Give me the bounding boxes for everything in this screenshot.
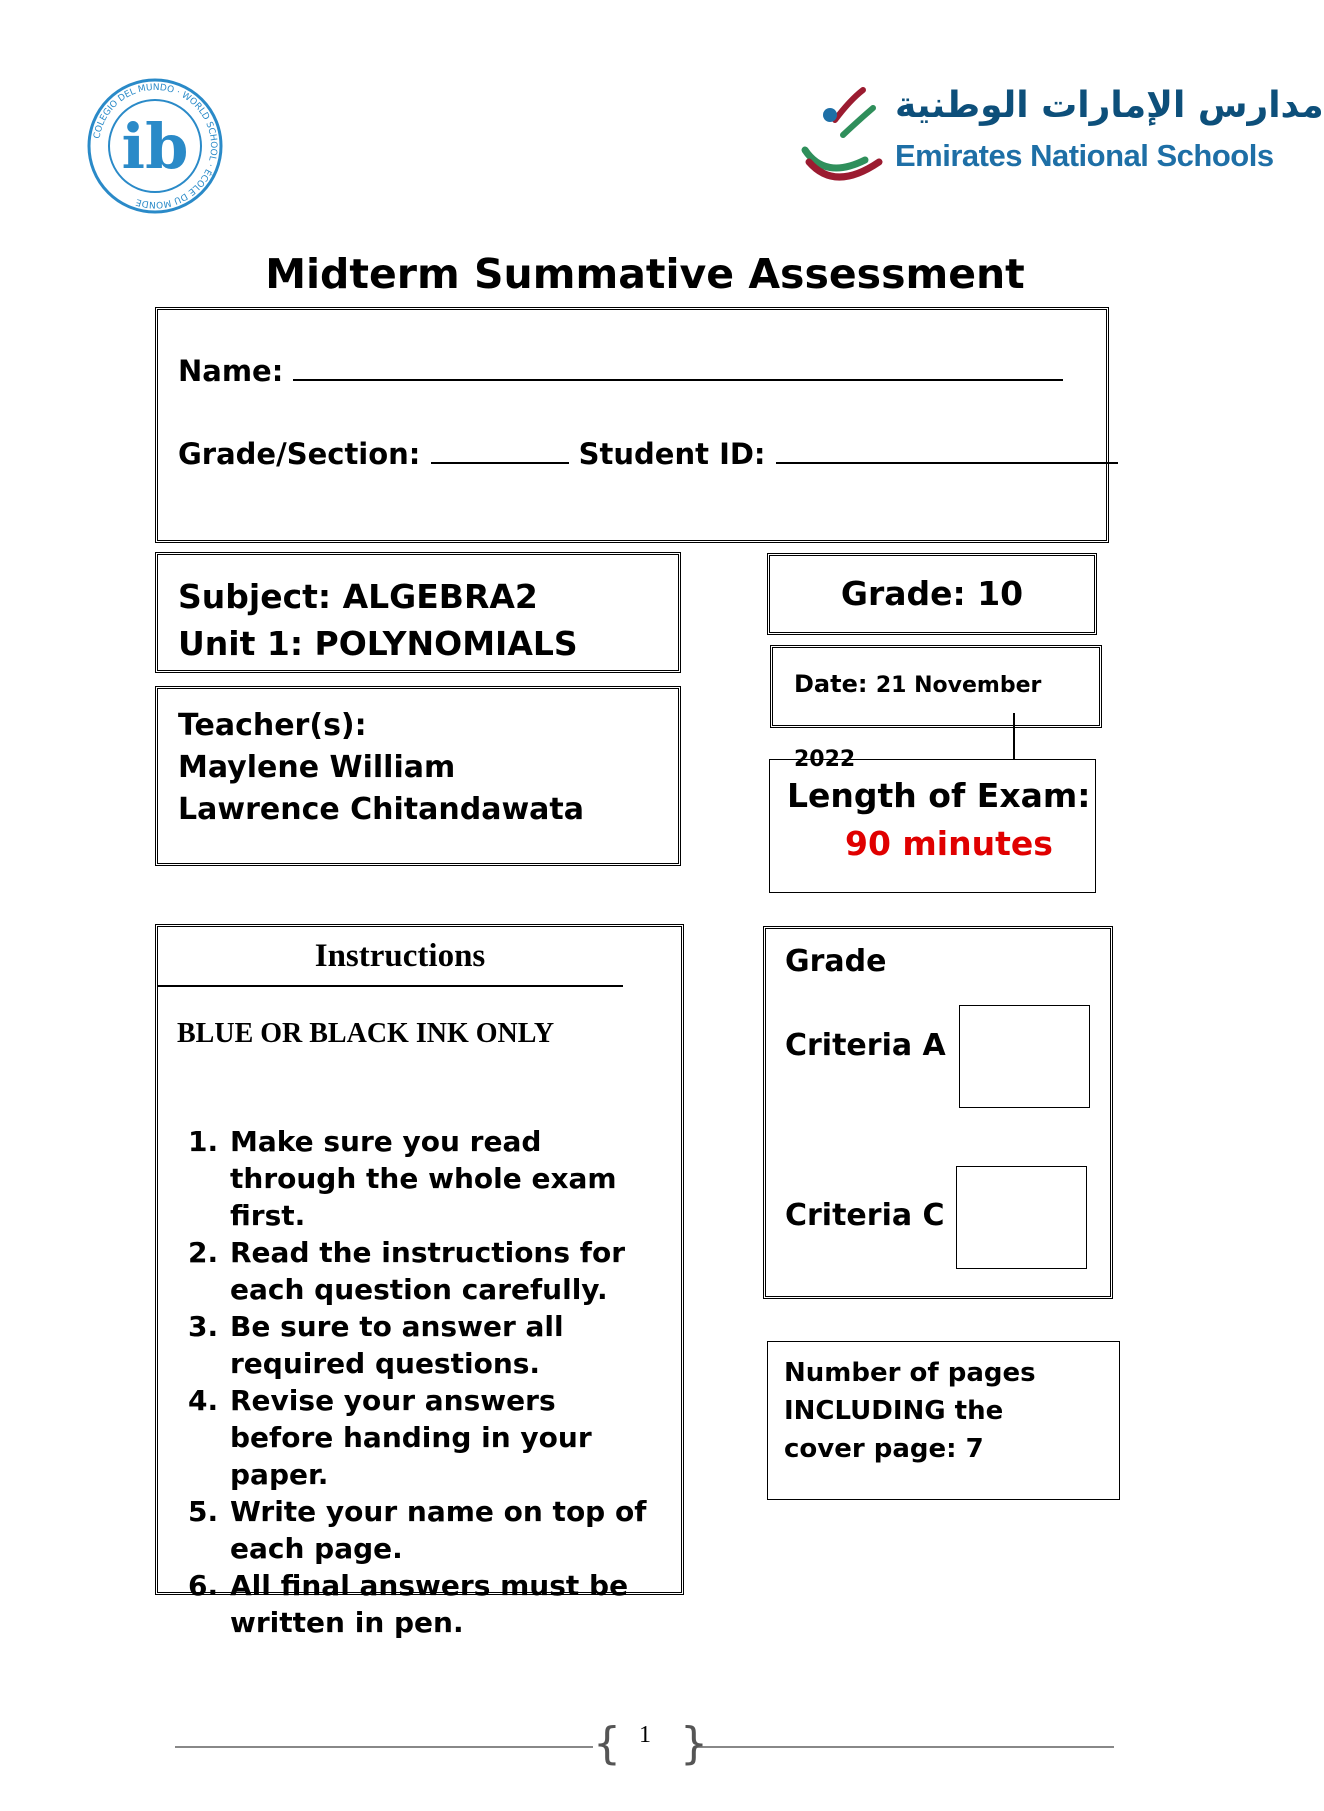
student-info-box xyxy=(155,307,1109,543)
grading-heading: Grade xyxy=(785,944,887,979)
instructions-divider xyxy=(158,985,623,987)
grade-section-field[interactable] xyxy=(431,436,569,464)
name-label: Name: xyxy=(178,354,284,388)
list-item: 5. Write your name on top of each page. xyxy=(188,1495,647,1565)
footer-brace-right: } xyxy=(680,1718,708,1769)
teacher-box xyxy=(155,686,681,866)
criteria-a-score-box[interactable] xyxy=(959,1005,1090,1108)
footer-rule-right xyxy=(694,1746,1114,1748)
grade-id-line xyxy=(178,436,1118,471)
subject-line: Subject: ALGEBRA2 xyxy=(178,577,538,616)
page-number: 1 xyxy=(639,1722,651,1748)
ib-ring-text: COLEGIO DEL MUNDO · WORLD SCHOOL · ÉCOLE DU MONDE xyxy=(92,82,219,210)
criteria-a-label: Criteria A xyxy=(785,1028,946,1063)
school-name-arabic: مدارس الإمارات الوطنية xyxy=(895,85,1324,126)
list-item: 3. Be sure to answer all required questions. xyxy=(188,1310,564,1380)
name-line xyxy=(178,353,1063,388)
length-value: 90 minutes xyxy=(845,824,1053,863)
criteria-c-score-box[interactable] xyxy=(956,1166,1087,1269)
student-id-field[interactable] xyxy=(776,436,1118,464)
grade-section-label: Grade/Section: xyxy=(178,437,421,471)
date-box xyxy=(770,645,1102,772)
length-label: Length of Exam: xyxy=(787,776,1091,815)
subject-box xyxy=(155,552,681,673)
ink-note: BLUE OR BLACK INK ONLY xyxy=(177,1018,555,1049)
date-label: Date: xyxy=(794,670,868,698)
page-title: Midterm Summative Assessment xyxy=(265,250,1025,298)
ib-logo xyxy=(85,76,225,216)
student-id-label: Student ID: xyxy=(578,437,766,471)
pages-note-box xyxy=(767,1341,1120,1500)
instructions-title: Instructions xyxy=(314,938,486,974)
footer-rule-left xyxy=(175,1746,593,1748)
school-name-english: Emirates National Schools xyxy=(895,138,1274,173)
list-item: 1. Make sure you read through the whole exam first. xyxy=(188,1125,617,1232)
criteria-c-label: Criteria C xyxy=(785,1198,945,1233)
list-item: 4. Revise your answers before handing in your paper. xyxy=(188,1384,592,1491)
teacher-name: Lawrence Chitandawata xyxy=(178,792,585,827)
connector-line xyxy=(1013,713,1015,760)
ib-letters: ib xyxy=(121,110,189,183)
date-value: 21 November 2022 xyxy=(794,673,1042,772)
footer-brace-left: { xyxy=(593,1718,621,1769)
instructions-list xyxy=(188,1123,668,1641)
teacher-label: Teacher(s): xyxy=(178,708,367,743)
pages-note: Number of pages INCLUDING the cover page: 7 xyxy=(784,1358,1036,1464)
grade-box: Grade: 10 xyxy=(767,553,1097,635)
unit-line: Unit 1: POLYNOMIALS xyxy=(178,624,578,663)
list-item: 6. All final answers must be written in pen. xyxy=(188,1569,629,1639)
list-item: 2. Read the instructions for each question carefully. xyxy=(188,1236,626,1306)
name-field[interactable] xyxy=(293,353,1063,381)
length-box xyxy=(769,759,1096,893)
teacher-name: Maylene William xyxy=(178,750,456,785)
